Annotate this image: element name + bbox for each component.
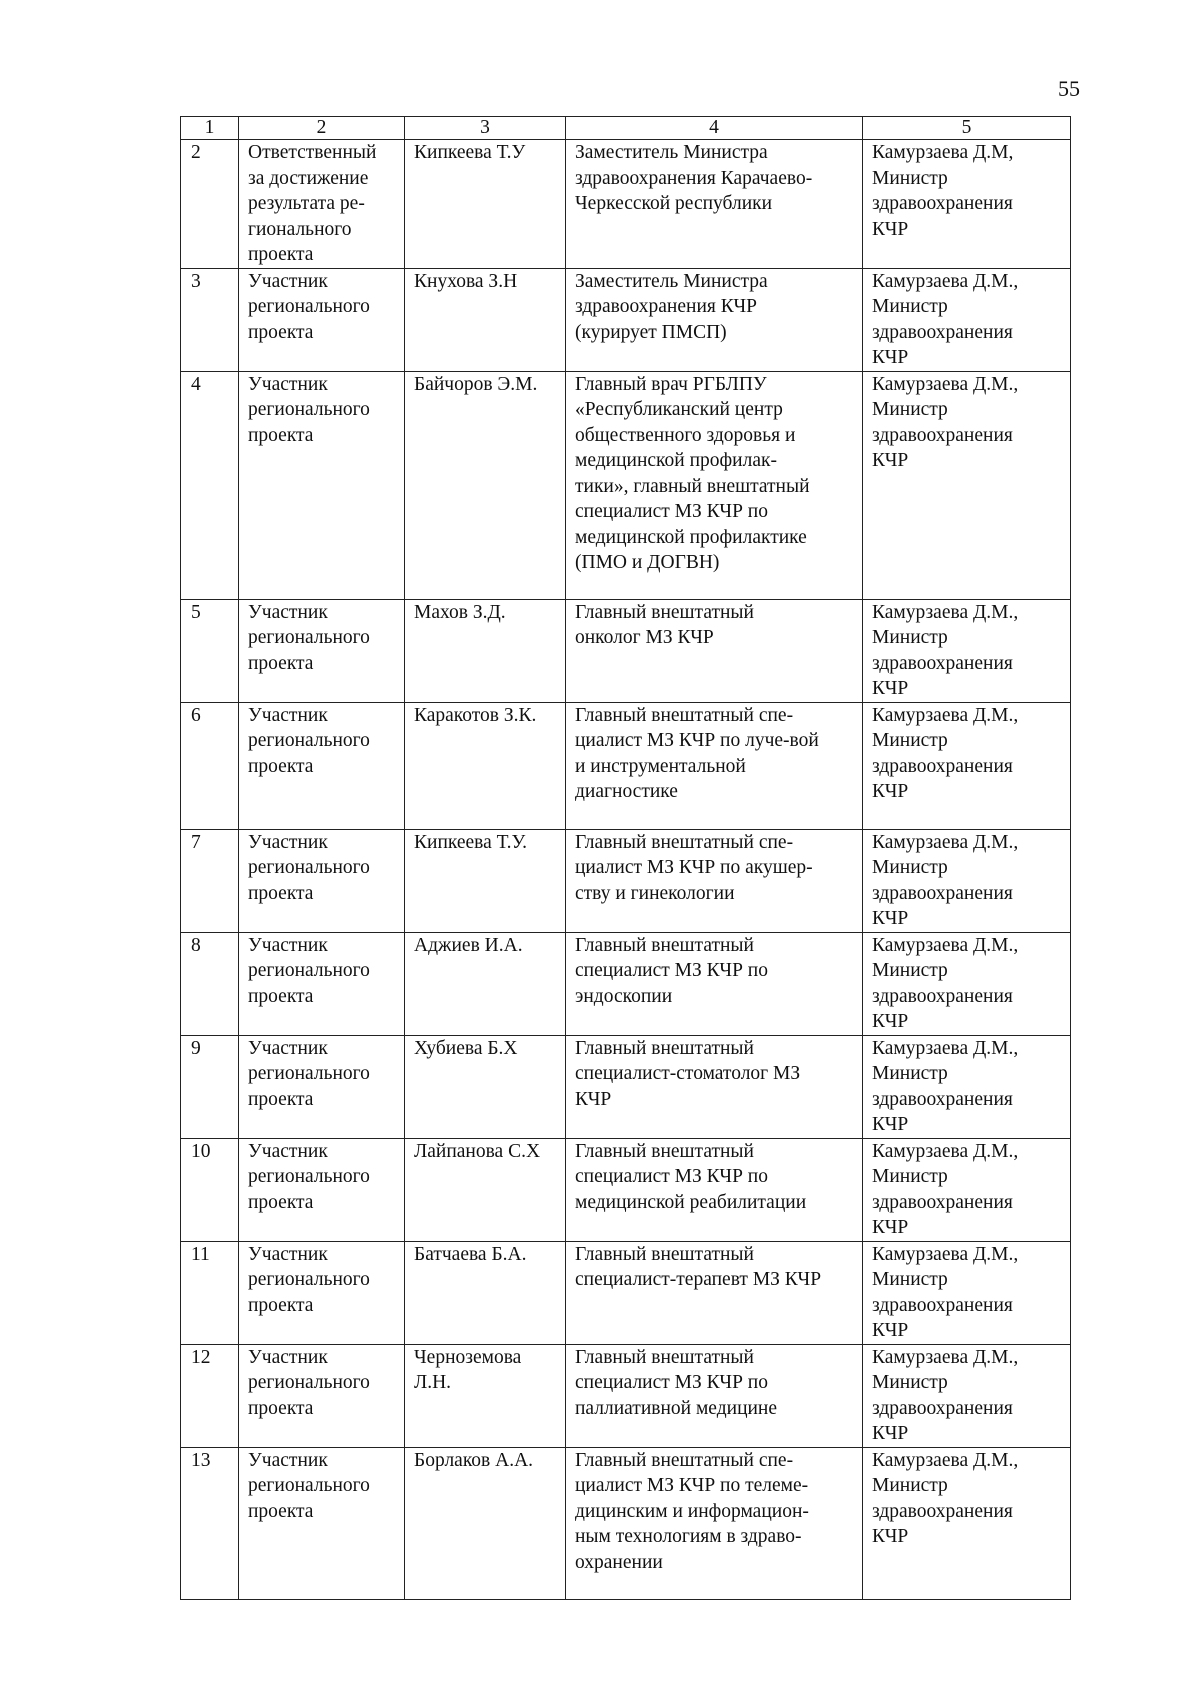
- supervisor-cell: Камурзаева Д.М, Министр здравоохранения КЧР: [863, 140, 1071, 269]
- supervisor-cell: Камурзаева Д.М., Министр здравоохранения КЧР: [863, 599, 1071, 702]
- row-number: 3: [181, 268, 239, 371]
- table-row: [181, 1241, 1071, 1344]
- role-cell: Ответственный за достижение результата ре- гионального проекта: [239, 140, 405, 269]
- row-number: 11: [181, 1241, 239, 1344]
- name-cell: Аджиев И.А.: [405, 932, 566, 1035]
- position-cell: Главный внештатный специалист МЗ КЧР по эндоскопии: [566, 932, 863, 1035]
- name-cell: Черноземова Л.Н.: [405, 1344, 566, 1447]
- row-number: 4: [181, 371, 239, 599]
- name-cell: Байчоров Э.М.: [405, 371, 566, 599]
- row-number: 6: [181, 702, 239, 829]
- supervisor-cell: Камурзаева Д.М., Министр здравоохранения КЧР: [863, 702, 1071, 829]
- name-cell: Кипкеева Т.У: [405, 140, 566, 269]
- row-number: 5: [181, 599, 239, 702]
- role-cell: Участник регионального проекта: [239, 268, 405, 371]
- table-row: [181, 1344, 1071, 1447]
- table-row: [181, 599, 1071, 702]
- role-cell: Участник регионального проекта: [239, 1447, 405, 1599]
- name-cell: Лайпанова С.Х: [405, 1138, 566, 1241]
- page-number: 55: [1058, 76, 1080, 101]
- role-cell: Участник регионального проекта: [239, 1035, 405, 1138]
- supervisor-cell: Камурзаева Д.М., Министр здравоохранения КЧР: [863, 1138, 1071, 1241]
- row-number: 12: [181, 1344, 239, 1447]
- role-cell: Участник регионального проекта: [239, 1138, 405, 1241]
- supervisor-cell: Камурзаева Д.М., Министр здравоохранения КЧР: [863, 268, 1071, 371]
- supervisor-cell: Камурзаева Д.М., Министр здравоохранения КЧР: [863, 1344, 1071, 1447]
- position-cell: Заместитель Министра здравоохранения Карачаево- Черкесской республики: [566, 140, 863, 269]
- position-cell: Главный внештатный спе- циалист МЗ КЧР по акушер- ству и гинекологии: [566, 829, 863, 932]
- position-cell: Заместитель Министра здравоохранения КЧР (курирует ПМСП): [566, 268, 863, 371]
- name-cell: Кнухова З.Н: [405, 268, 566, 371]
- row-number: 10: [181, 1138, 239, 1241]
- row-number: 7: [181, 829, 239, 932]
- name-cell: Хубиева Б.Х: [405, 1035, 566, 1138]
- column-header-4: 4: [566, 117, 863, 140]
- table-row: [181, 1035, 1071, 1138]
- supervisor-cell: Камурзаева Д.М., Министр здравоохранения КЧР: [863, 1035, 1071, 1138]
- role-cell: Участник регионального проекта: [239, 371, 405, 599]
- name-cell: Кипкеева Т.У.: [405, 829, 566, 932]
- table-row: [181, 268, 1071, 371]
- supervisor-cell: Камурзаева Д.М., Министр здравоохранения КЧР: [863, 1447, 1071, 1599]
- position-cell: Главный внештатный специалист МЗ КЧР по медицинской реабилитации: [566, 1138, 863, 1241]
- position-cell: Главный врач РГБЛПУ «Республиканский центр общественного здоровья и медицинской профилак- тики», главный внештатный специалист МЗ КЧР по медицинской профилактике (ПМО и ДОГВН): [566, 371, 863, 599]
- table-row: [181, 1447, 1071, 1599]
- table-row: [181, 371, 1071, 599]
- table-row: [181, 140, 1071, 269]
- row-number: 8: [181, 932, 239, 1035]
- name-cell: Каракотов З.К.: [405, 702, 566, 829]
- role-cell: Участник регионального проекта: [239, 702, 405, 829]
- supervisor-cell: Камурзаева Д.М., Министр здравоохранения КЧР: [863, 829, 1071, 932]
- row-number: 9: [181, 1035, 239, 1138]
- table-row: [181, 829, 1071, 932]
- supervisor-cell: Камурзаева Д.М., Министр здравоохранения КЧР: [863, 932, 1071, 1035]
- row-number: 13: [181, 1447, 239, 1599]
- header-row: [181, 117, 1071, 140]
- position-cell: Главный внештатный спе- циалист МЗ КЧР по телеме- дицинским и информацион- ным технологиям в здраво- охранении: [566, 1447, 863, 1599]
- table-row: [181, 1138, 1071, 1241]
- supervisor-cell: Камурзаева Д.М., Министр здравоохранения КЧР: [863, 1241, 1071, 1344]
- position-cell: Главный внештатный специалист-стоматолог МЗ КЧР: [566, 1035, 863, 1138]
- role-cell: Участник регионального проекта: [239, 1344, 405, 1447]
- position-cell: Главный внештатный спе- циалист МЗ КЧР по луче-вой и инструментальной диагностике: [566, 702, 863, 829]
- role-cell: Участник регионального проекта: [239, 932, 405, 1035]
- column-header-2: 2: [239, 117, 405, 140]
- role-cell: Участник регионального проекта: [239, 599, 405, 702]
- role-cell: Участник регионального проекта: [239, 829, 405, 932]
- name-cell: Махов З.Д.: [405, 599, 566, 702]
- row-number: 2: [181, 140, 239, 269]
- role-cell: Участник регионального проекта: [239, 1241, 405, 1344]
- column-header-1: 1: [181, 117, 239, 140]
- position-cell: Главный внештатный онколог МЗ КЧР: [566, 599, 863, 702]
- table-row: [181, 702, 1071, 829]
- column-header-3: 3: [405, 117, 566, 140]
- table-row: [181, 932, 1071, 1035]
- participants-table: [180, 116, 1071, 1600]
- position-cell: Главный внештатный специалист МЗ КЧР по паллиативной медицине: [566, 1344, 863, 1447]
- position-cell: Главный внештатный специалист-терапевт МЗ КЧР: [566, 1241, 863, 1344]
- supervisor-cell: Камурзаева Д.М., Министр здравоохранения КЧР: [863, 371, 1071, 599]
- column-header-5: 5: [863, 117, 1071, 140]
- name-cell: Батчаева Б.А.: [405, 1241, 566, 1344]
- name-cell: Борлаков А.А.: [405, 1447, 566, 1599]
